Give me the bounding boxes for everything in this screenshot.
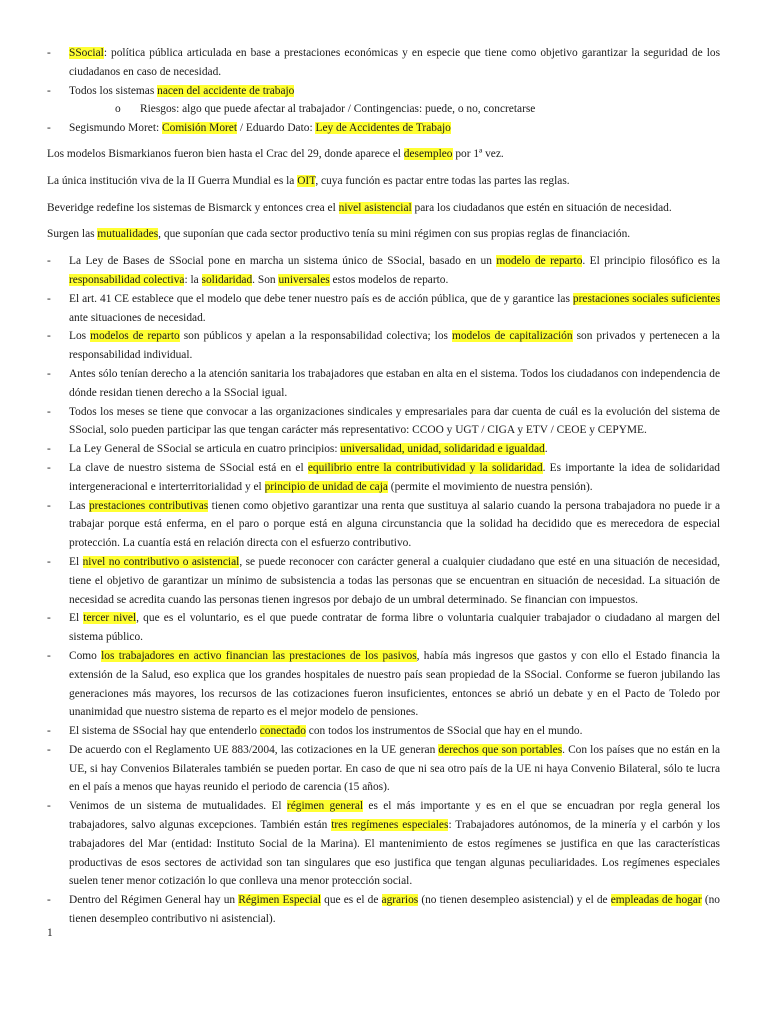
paragraph: [47, 199, 720, 218]
text-segment: (permite el movimiento de nuestra pensión).: [387, 480, 593, 493]
text-segment: : la: [184, 273, 202, 286]
highlighted-text: agrarios: [381, 894, 419, 907]
highlighted-text: nacen del accidente de trabajo: [157, 84, 295, 97]
bullet-marker: -: [47, 725, 51, 738]
text-segment: Los: [69, 330, 91, 343]
list-item: [47, 797, 720, 891]
text-segment: La única institución viva de la II Guerra Mundial es la: [47, 174, 298, 187]
text-segment: es el más importante y es en el que se encuadran por regla general los trabajadores, salvo algunas excepciones. También están: [69, 800, 720, 832]
text-segment: Todos los meses se tiene que convocar a las organizaciones sindicales y empresariales para dar cuenta de cuál es la evolución del sistema de SSocial, solo pueden participar las que tengan carácter más representativo: CCOO y UGT / CIGA y ETV / CEOE y CEPYME.: [69, 405, 720, 437]
list-item: [47, 119, 720, 138]
text-segment: De acuerdo con el Reglamento UE 883/2004, las cotizaciones en la UE generan: [69, 743, 439, 756]
bullet-marker: o: [115, 103, 121, 116]
list-item: [47, 722, 720, 741]
text-segment: La Ley General de SSocial se articula en cuatro principios:: [69, 443, 341, 456]
text-segment: Riesgos: algo que puede afectar al trabajador / Contingencias: puede, o no, concretarse: [140, 103, 536, 116]
text-segment: . Son: [252, 273, 279, 286]
text-segment: Como: [69, 649, 102, 662]
list-item: [47, 891, 720, 929]
list-item: [47, 365, 720, 403]
text-segment: que es el de: [321, 894, 382, 907]
bullet-marker: -: [47, 612, 51, 625]
text-segment: Dentro del Régimen General hay un: [69, 894, 239, 907]
list-item: [47, 327, 720, 365]
highlighted-text: universales: [278, 273, 330, 286]
highlighted-text: universalidad, unidad, solidaridad e igualdad: [340, 443, 545, 456]
highlighted-text: modelos de capitalización: [451, 330, 573, 343]
bullet-marker: -: [47, 122, 51, 135]
bullet-marker: -: [47, 47, 51, 59]
text-segment: , se puede reconocer con carácter general a cualquier ciudadano que esté en una situación de necesidad, tiene el objetivo de garantizar un mínimo de subsistencia a todas las personas que se encuentran en situación de necesidad. La situación de necesidad se acredita cuando las personas tienen ingresos por debajo de un umbral determinado. Se financian con impuestos.: [69, 555, 720, 606]
highlighted-text: régimen general: [286, 800, 364, 813]
highlighted-text: nivel asistencial: [338, 201, 412, 214]
highlighted-text: prestaciones sociales suficientes: [572, 292, 721, 305]
text-segment: para los ciudadanos que estén en situación de necesidad.: [411, 201, 672, 214]
paragraph: [47, 225, 720, 244]
text-segment: : política pública articulada en base a prestaciones económicas y en especie que tiene como objetivo garantizar la seguridad de los ciudadanos en caso de necesidad.: [69, 47, 720, 78]
highlighted-text: tres regímenes especiales: [331, 819, 449, 832]
bullet-marker: -: [47, 292, 51, 305]
text-segment: Beveridge redefine los sistemas de Bismarck y entonces crea el: [47, 201, 339, 214]
list-item: [47, 647, 720, 722]
list-item: [47, 403, 720, 441]
text-segment: Todos los sistemas: [69, 84, 158, 97]
text-segment: tienen como objetivo garantizar una renta que sustituya al salario cuando la persona trabajadora no puede ir a trabajar porque está enferma, en el paro o porque está en alguna circunstancia que la solidad ha decidido que es merecedora de especial protección. La cuantía está en relación directa con el esfuerzo contributivo.: [69, 499, 721, 550]
highlighted-text: derechos que son portables: [438, 743, 563, 756]
bullet-marker: -: [47, 330, 51, 343]
highlighted-text: principio de unidad de caja: [264, 480, 388, 493]
list-item: [47, 741, 720, 797]
text-segment: / Eduardo Dato:: [237, 122, 316, 135]
bullet-marker: -: [47, 461, 51, 474]
text-segment: Antes sólo tenían derecho a la atención sanitaria los trabajadores que estaban en alta en el sistema. Todos los ciudadanos con independencia de dónde residan tienen derecho a la SSocial igual.: [69, 367, 720, 399]
highlighted-text: desempleo: [403, 147, 453, 160]
bullet-marker: -: [47, 800, 51, 813]
highlighted-text: Ley de Accidentes de Trabajo: [315, 122, 451, 135]
text-segment: , había más ingresos que gastos y con ello el Estado financia la extensión de la Salud, eso explica que los grandes hospitales de nuestro país sean propiedad de la SSocial. Conforme se fueron jubilando las generaciones más mayores, los recursos de las cotizaciones fueron insuficientes, entonces se abrió un debate y en el Pacto de Toledo por unanimidad que nuestro sistema de reparto es el mejor modelo de pensiones.: [69, 649, 720, 719]
bullet-marker: -: [47, 405, 51, 418]
text-segment: por 1ª vez.: [452, 147, 504, 160]
text-segment: Venimos de un sistema de mutualidades. El: [69, 800, 287, 813]
text-segment: , cuya función es pactar entre todas las partes las reglas.: [315, 174, 570, 187]
text-segment: . El principio filosófico es la: [582, 255, 720, 268]
highlighted-text: prestaciones contributivas: [88, 499, 209, 512]
highlighted-text: conectado: [259, 725, 306, 738]
bullet-marker: -: [47, 555, 51, 568]
highlighted-text: los trabajadores en activo financian las prestaciones de los pasivos: [101, 649, 417, 662]
highlighted-text: OIT: [297, 174, 316, 187]
list-item: [47, 497, 720, 553]
highlighted-text: responsabilidad colectiva: [69, 273, 185, 286]
bullet-marker: -: [47, 367, 51, 380]
text-segment: son privados y pertenecen a la responsabilidad individual.: [69, 330, 720, 362]
list-item: [47, 252, 720, 290]
bullet-marker: -: [47, 649, 51, 662]
list-item: [47, 440, 720, 459]
highlighted-text: solidaridad: [201, 273, 253, 286]
list-item: [47, 459, 720, 497]
text-segment: .: [544, 443, 548, 456]
text-segment: El art. 41 CE establece que el modelo que debe tener nuestro país es de acción pública, que de y garantice las: [69, 292, 573, 305]
text-segment: . Es importante la idea de solidaridad intergeneracional e interterritorialidad y el: [69, 461, 720, 493]
text-segment: . Con los países que no están en la UE, si hay Convenios Bilaterales también se pueden portar. En caso de que ni sea otro país de la UE ni haya Convenio Bilateral, sólo te lucra en el país a menos que hayas reunido el periodo de carencia (15 años).: [69, 743, 721, 794]
text-segment: son públicos y apelan a la responsabilidad colectiva; los: [179, 330, 452, 343]
text-segment: El: [69, 612, 84, 625]
bullet-marker: -: [47, 84, 51, 97]
text-segment: , que es el voluntario, es el que puede contratar de forma libre o voluntaria cualquier trabajador o ciudadano al margen del sistema público.: [69, 612, 720, 644]
highlighted-text: mutualidades: [97, 228, 159, 241]
text-segment: Las: [69, 499, 89, 512]
list-item: [47, 609, 720, 647]
text-segment: : Trabajadores autónomos, de la minería y el carbón y los trabajadores del Mar (entidad: Instituto Social de la Marina). El mantenimiento de estos regímenes se justifica en que las características productivas de esos sectores de actividad son tan singulares que eso justifica que tengan algunas peculiaridades. Los regímenes especiales suelen tener menor cotización lo que conlleva una menor protección social.: [69, 819, 721, 888]
text-segment: Los modelos Bismarkianos fueron bien hasta el Crac del 29, donde aparece el: [47, 147, 404, 160]
bullet-marker: -: [47, 743, 51, 756]
bullet-marker: -: [47, 894, 51, 907]
text-segment: El: [69, 555, 83, 568]
highlighted-text: nivel no contributivo o asistencial: [82, 555, 240, 568]
highlighted-text: Comisión Moret: [162, 122, 238, 135]
document-body: [47, 44, 720, 929]
sub-list-item: [69, 100, 720, 119]
text-segment: La Ley de Bases de SSocial pone en marcha un sistema único de SSocial, basado en un: [69, 255, 497, 268]
highlighted-text: equilibrio entre la contributividad y la solidaridad: [307, 461, 543, 474]
list-item: [47, 44, 720, 82]
list-item: [47, 290, 720, 328]
text-segment: con todos los instrumentos de SSocial que hay en el mundo.: [305, 725, 583, 738]
bullet-marker: -: [47, 499, 51, 512]
paragraph: [47, 172, 720, 191]
bullet-marker: -: [47, 255, 51, 268]
text-segment: ante situaciones de necesidad.: [69, 311, 206, 324]
highlighted-text: modelos de reparto: [90, 330, 180, 343]
text-segment: Segismundo Moret:: [69, 122, 163, 135]
highlighted-text: empleadas de hogar: [610, 894, 702, 907]
text-segment: (no tienen desempleo contributivo ni asistencial).: [69, 894, 720, 926]
bullet-marker: -: [47, 443, 51, 456]
highlighted-text: Régimen Especial: [238, 894, 322, 907]
text-segment: El sistema de SSocial hay que entenderlo: [69, 725, 260, 738]
text-segment: estos modelos de reparto.: [329, 273, 449, 286]
page-number: 1: [47, 927, 53, 939]
list-item: [47, 82, 720, 101]
text-segment: Surgen las: [47, 228, 98, 241]
list-item: [47, 553, 720, 609]
paragraph: [47, 145, 720, 164]
highlighted-text: SSocial: [69, 47, 104, 59]
text-segment: , que suponían que cada sector productivo tenía su mini régimen con sus propias reglas de financiación.: [158, 228, 631, 241]
highlighted-text: modelo de reparto: [496, 255, 583, 268]
highlighted-text: tercer nivel: [83, 612, 137, 625]
text-segment: (no tienen desempleo asistencial) y el de: [418, 894, 611, 907]
text-segment: La clave de nuestro sistema de SSocial está en el: [69, 461, 308, 474]
